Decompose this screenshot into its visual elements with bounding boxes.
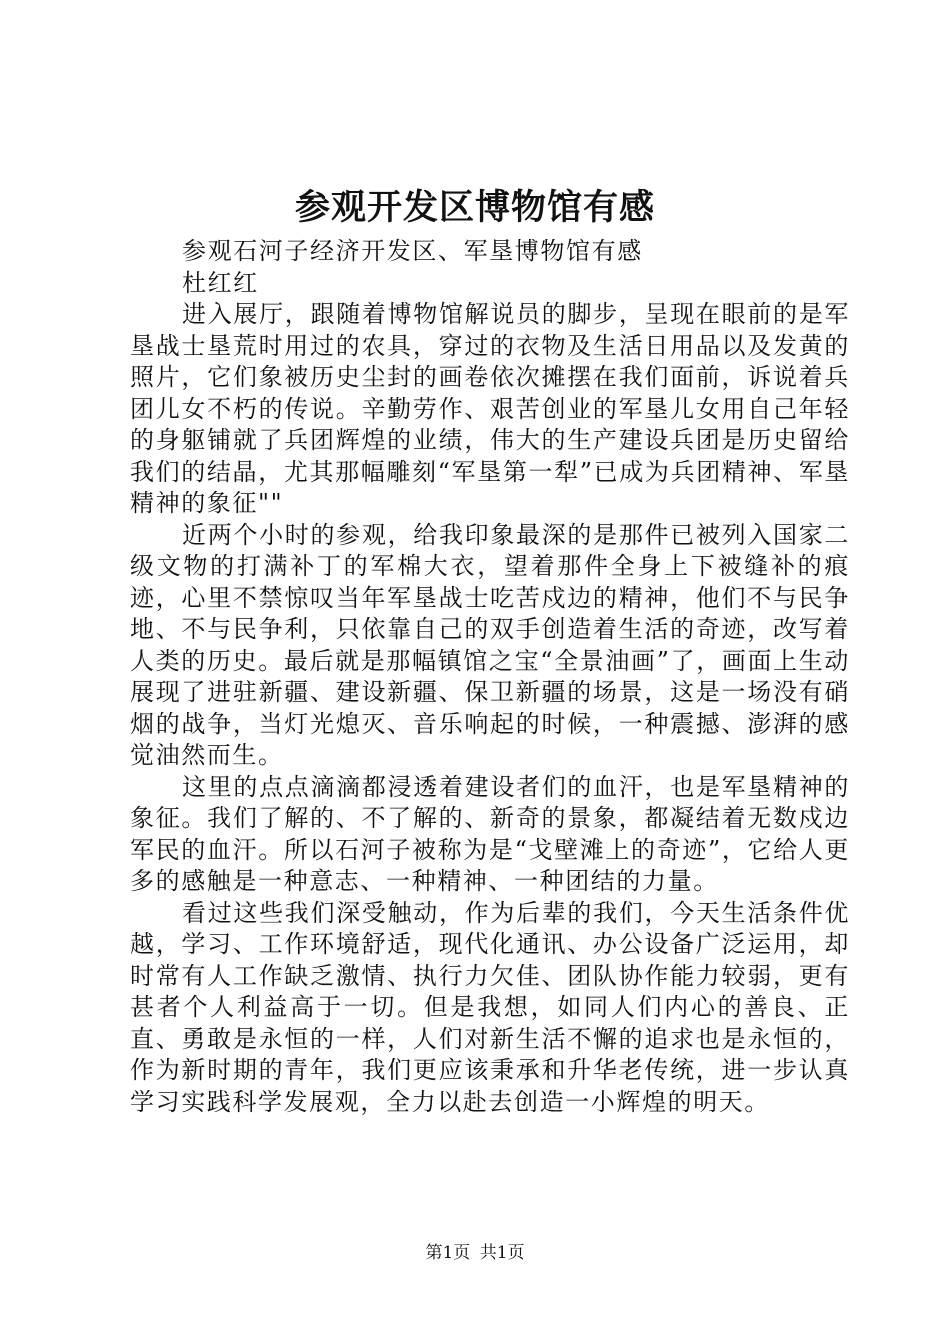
subtitle-line: 参观石河子经济开发区、军垦博物馆有感 xyxy=(182,237,643,265)
body-paragraph-4: 看过这些我们深受触动，作为后辈的我们，今天生活条件优越，学习、工作环境舒适，现代化通讯、办公设备广泛运用，却时常有人工作缺乏激情、执行力欠佳、团队协作能力较弱，更有甚者个人利益高于一切。但是我想，如同人们内心的善良、正直、勇敢是永恒的一样，人们对新生活不懈的追求也是永恒的，作为新时期的青年，我们更应该秉承和升华老传统，进一步认真学习实践科学发展观，全力以赴去创造一小辉煌的明天。 xyxy=(130,898,850,1116)
page-number: 第1页 xyxy=(425,1243,471,1263)
author-line: 杜红红 xyxy=(182,268,259,297)
document-title: 参观开发区博物馆有感 xyxy=(294,187,655,228)
body-paragraph-2: 近两个小时的参观，给我印象最深的是那件已被列入国家二级文物的打满补丁的军棉大衣，望着那件全身上下被缝补的痕迹，心里不禁惊叹当年军垦战士吃苦戍边的精神，他们不与民争地、不与民争利，只依靠自己的双手创造着生活的奇迹，改写着人类的历史。最后就是那幅镇馆之宝“全景油画”了，画面上生动展现了进驻新疆、建设新疆、保卫新疆的场景，这是一场没有硝烟的战争，当灯光熄灭、音乐响起的时候，一种震撼、澎湃的感觉油然而生。 xyxy=(130,520,850,769)
body-paragraph-3: 这里的点点滴滴都浸透着建设者们的血汗，也是军垦精神的象征。我们了解的、不了解的、新奇的景象，都凝结着无数戍边军民的血汗。所以石河子被称为是“戈壁滩上的奇迹”，它给人更多的感触是一种意志、一种精神、一种团结的力量。 xyxy=(130,772,850,895)
body-paragraph-1: 进入展厅，跟随着博物馆解说员的脚步，呈现在眼前的是军垦战士垦荒时用过的农具，穿过的衣物及生活日用品以及发黄的照片，它们象被历史尘封的画卷依次摊摆在我们面前，诉说着兵团儿女不朽的传说。辛勤劳作、艰苦创业的军垦儿女用自己年轻的身躯铺就了兵团辉煌的业绩，伟大的生产建设兵团是历史留给我们的结晶，尤其那幅雕刻“军垦第一犁”已成为兵团精神、军垦精神的象征"" xyxy=(130,300,850,517)
page-footer xyxy=(0,1241,950,1265)
document-body xyxy=(130,236,850,1118)
page-total: 共1页 xyxy=(479,1243,525,1263)
